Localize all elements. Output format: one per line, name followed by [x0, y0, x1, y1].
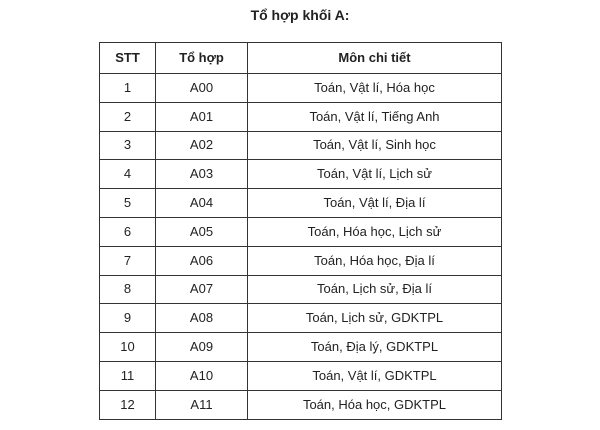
cell-subjects: Toán, Lịch sử, GDKTPL: [248, 304, 502, 333]
table-row: [100, 74, 502, 103]
header-combination: Tổ hợp: [156, 43, 248, 74]
table-row: [100, 189, 502, 218]
table-row: [100, 304, 502, 333]
table-row: [100, 160, 502, 189]
cell-subjects: Toán, Địa lý, GDKTPL: [248, 333, 502, 362]
cell-combination: A07: [156, 275, 248, 304]
header-stt: STT: [100, 43, 156, 74]
cell-stt: 9: [100, 304, 156, 333]
cell-combination: A04: [156, 189, 248, 218]
cell-combination: A03: [156, 160, 248, 189]
table-row: [100, 361, 502, 390]
cell-subjects: Toán, Vật lí, Sinh học: [248, 131, 502, 160]
cell-subjects: Toán, Hóa học, Địa lí: [248, 246, 502, 275]
table-row: [100, 217, 502, 246]
cell-stt: 7: [100, 246, 156, 275]
cell-combination: A00: [156, 74, 248, 103]
cell-combination: A06: [156, 246, 248, 275]
cell-stt: 5: [100, 189, 156, 218]
cell-subjects: Toán, Vật lí, GDKTPL: [248, 361, 502, 390]
cell-stt: 2: [100, 102, 156, 131]
table-row: [100, 102, 502, 131]
table-row: [100, 246, 502, 275]
cell-combination: A01: [156, 102, 248, 131]
cell-stt: 10: [100, 333, 156, 362]
cell-subjects: Toán, Hóa học, GDKTPL: [248, 390, 502, 419]
cell-subjects: Toán, Lịch sử, Địa lí: [248, 275, 502, 304]
cell-stt: 11: [100, 361, 156, 390]
cell-stt: 12: [100, 390, 156, 419]
section-title: Tổ hợp khối A:: [250, 7, 350, 23]
table-row: [100, 275, 502, 304]
cell-stt: 6: [100, 217, 156, 246]
cell-stt: 8: [100, 275, 156, 304]
cell-combination: A09: [156, 333, 248, 362]
cell-subjects: Toán, Vật lí, Hóa học: [248, 74, 502, 103]
cell-combination: A02: [156, 131, 248, 160]
cell-combination: A08: [156, 304, 248, 333]
cell-subjects: Toán, Vật lí, Địa lí: [248, 189, 502, 218]
cell-stt: 1: [100, 74, 156, 103]
subject-combination-table: [99, 42, 502, 420]
table-row: [100, 390, 502, 419]
cell-subjects: Toán, Hóa học, Lịch sử: [248, 217, 502, 246]
header-subjects: Môn chi tiết: [248, 43, 502, 74]
table-row: [100, 333, 502, 362]
cell-combination: A11: [156, 390, 248, 419]
table-row: [100, 131, 502, 160]
cell-combination: A05: [156, 217, 248, 246]
table-header-row: [100, 43, 502, 74]
cell-subjects: Toán, Vật lí, Lịch sử: [248, 160, 502, 189]
cell-combination: A10: [156, 361, 248, 390]
cell-stt: 3: [100, 131, 156, 160]
cell-subjects: Toán, Vật lí, Tiếng Anh: [248, 102, 502, 131]
cell-stt: 4: [100, 160, 156, 189]
